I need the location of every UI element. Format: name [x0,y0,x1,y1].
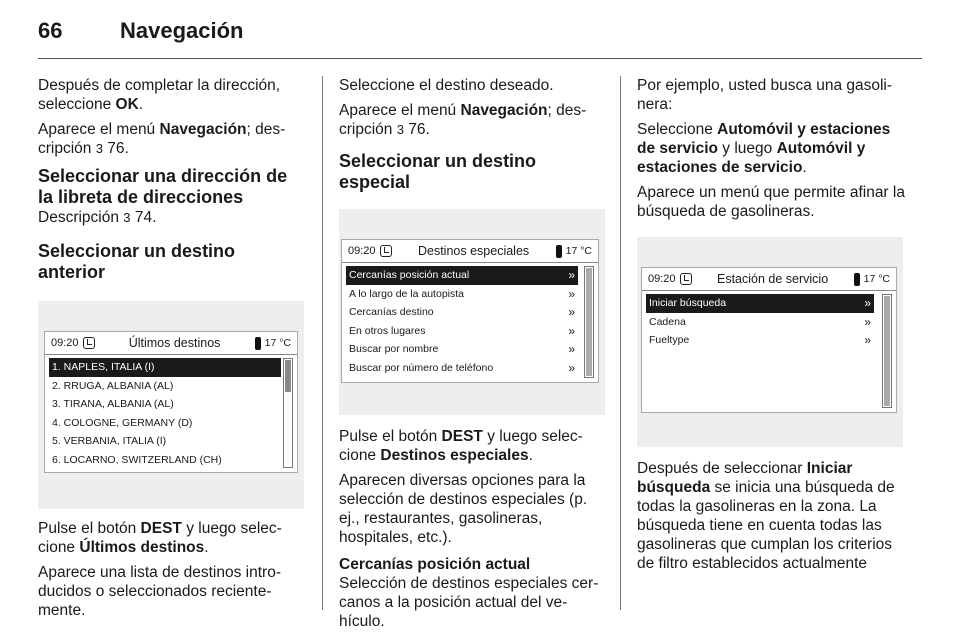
special-destinations-list [346,266,578,377]
list-item[interactable]: 6. LOCARNO, SWITZERLAND (CH) [52,453,222,466]
screen-title: Destinos especiales [417,244,530,258]
paragraph: Aparece el menú Navegación; descripción 3 76. [38,121,286,157]
scrollbar-thumb[interactable] [285,360,291,392]
thermometer-icon [255,337,261,350]
list-item[interactable]: Cercanías destino » [346,303,578,322]
screen-title: Últimos destinos [128,336,221,350]
list-item[interactable]: Iniciar búsqueda » [646,294,874,313]
display-screen [44,331,298,473]
chevron-right-icon: » [864,333,871,347]
chevron-right-icon: » [568,286,575,301]
subheading: Cercanías posición actual [339,556,531,573]
arrow-icon: 3 [396,122,404,137]
section-heading: Seleccionar una dirección de la libreta de direcciones [38,166,288,207]
list-item[interactable]: A lo largo de la autopista » [346,285,578,304]
column-divider [322,76,323,610]
screen-header: 09:20 Últimos destinos 17 °C [51,336,291,350]
chevron-right-icon: » [568,305,575,319]
service-station-list [646,294,874,350]
list-item[interactable]: Cadena » [646,313,874,332]
scrollbar[interactable] [584,266,594,378]
screen-header: 09:20 Estación de servicio 17 °C [648,272,890,286]
scrollbar[interactable] [283,358,293,468]
scrollbar[interactable] [882,294,892,408]
paragraph: Aparece una lista de destinos introducidos o seleccionados recientemente. [38,564,281,619]
display-screen [341,239,599,383]
screenshot-special-destinations [339,209,605,415]
paragraph: Aparece el menú Navegación; descripción 3 76. [339,102,587,138]
paragraph: Después de completar la dirección, seleccione OK. [38,77,281,113]
column-divider [620,76,621,610]
scrollbar-thumb[interactable] [884,296,890,406]
clock-icon [380,245,392,257]
list-item[interactable]: 5. VERBANIA, ITALIA (I) [52,435,167,447]
chevron-right-icon: » [864,296,871,310]
paragraph: Pulse el botón DEST y luego seleccione Últimos destinos. [38,520,282,556]
screen-header: 09:20 Destinos especiales 17 °C [348,244,592,258]
chevron-right-icon: » [568,342,575,356]
clock-icon [83,337,95,349]
paragraph: Seleccione el destino deseado. [339,77,554,94]
arrow-icon: 3 [95,141,103,156]
page-number: 66 [38,18,63,43]
paragraph: Pulse el botón DEST y luego seleccione Destinos especiales. [339,428,583,464]
column-1 [38,76,306,626]
paragraph: Selección de destinos especiales cercanos a la posición actual del vehículo. [339,575,599,630]
scrollbar-thumb[interactable] [586,268,592,376]
screenshot-service-station [637,237,903,447]
paragraph: Después de seleccionar Iniciar búsqueda se inicia una búsqueda de todas la gasolineras en la zona. La búsqueda tiene en cuenta todas las gasolineras que cumplan los criterios de filtro establecidos actualmente [637,460,895,572]
chevron-right-icon: » [568,360,575,375]
paragraph: Aparecen diversas opciones para la selección de destinos especiales (p. ej., restaurantes, gasolineras, hospitales, etc.). [339,472,588,546]
page-header [38,18,244,50]
list-item[interactable]: 4. COLOGNE, GERMANY (D) [52,416,193,429]
list-item[interactable]: Cercanías posición actual » [346,266,578,285]
thermometer-icon [556,245,562,258]
list-item[interactable]: Buscar por número de teléfono » [346,359,578,378]
destination-list [49,358,281,469]
section-heading: Seleccionar un destino anterior [38,241,236,282]
column-3 [637,76,905,579]
screenshot-recent-destinations [38,301,304,509]
chevron-right-icon: » [568,323,575,338]
screen-title: Estación de servicio [716,272,829,286]
list-item[interactable]: 3. TIRANA, ALBANIA (AL) [52,398,174,410]
clock-icon [680,273,692,285]
list-item[interactable]: 2. RRUGA, ALBANIA (AL) [52,379,174,392]
chevron-right-icon: » [568,268,575,282]
page-title: Navegación [120,18,244,43]
list-item[interactable]: Buscar por nombre » [346,340,578,359]
thermometer-icon [854,273,860,286]
paragraph: Seleccione Automóvil y estaciones de servicio y luego Automóvil y estaciones de servicio. [637,121,891,176]
list-item[interactable]: Fueltype » [646,331,874,350]
paragraph: Por ejemplo, usted busca una gasolinera: [637,77,893,113]
chevron-right-icon: » [864,314,871,329]
column-2 [339,76,607,637]
section-heading: Seleccionar un destino especial [339,151,537,192]
arrow-icon: 3 [123,210,131,225]
header-rule [38,58,922,59]
display-screen [641,267,897,413]
paragraph: Aparece un menú que permite afinar la búsqueda de gasolineras. [637,184,905,220]
paragraph: Descripción 3 74. [38,209,157,226]
list-item[interactable]: 1. NAPLES, ITALIA (I) [49,358,281,377]
list-item[interactable]: En otros lugares » [346,322,578,341]
